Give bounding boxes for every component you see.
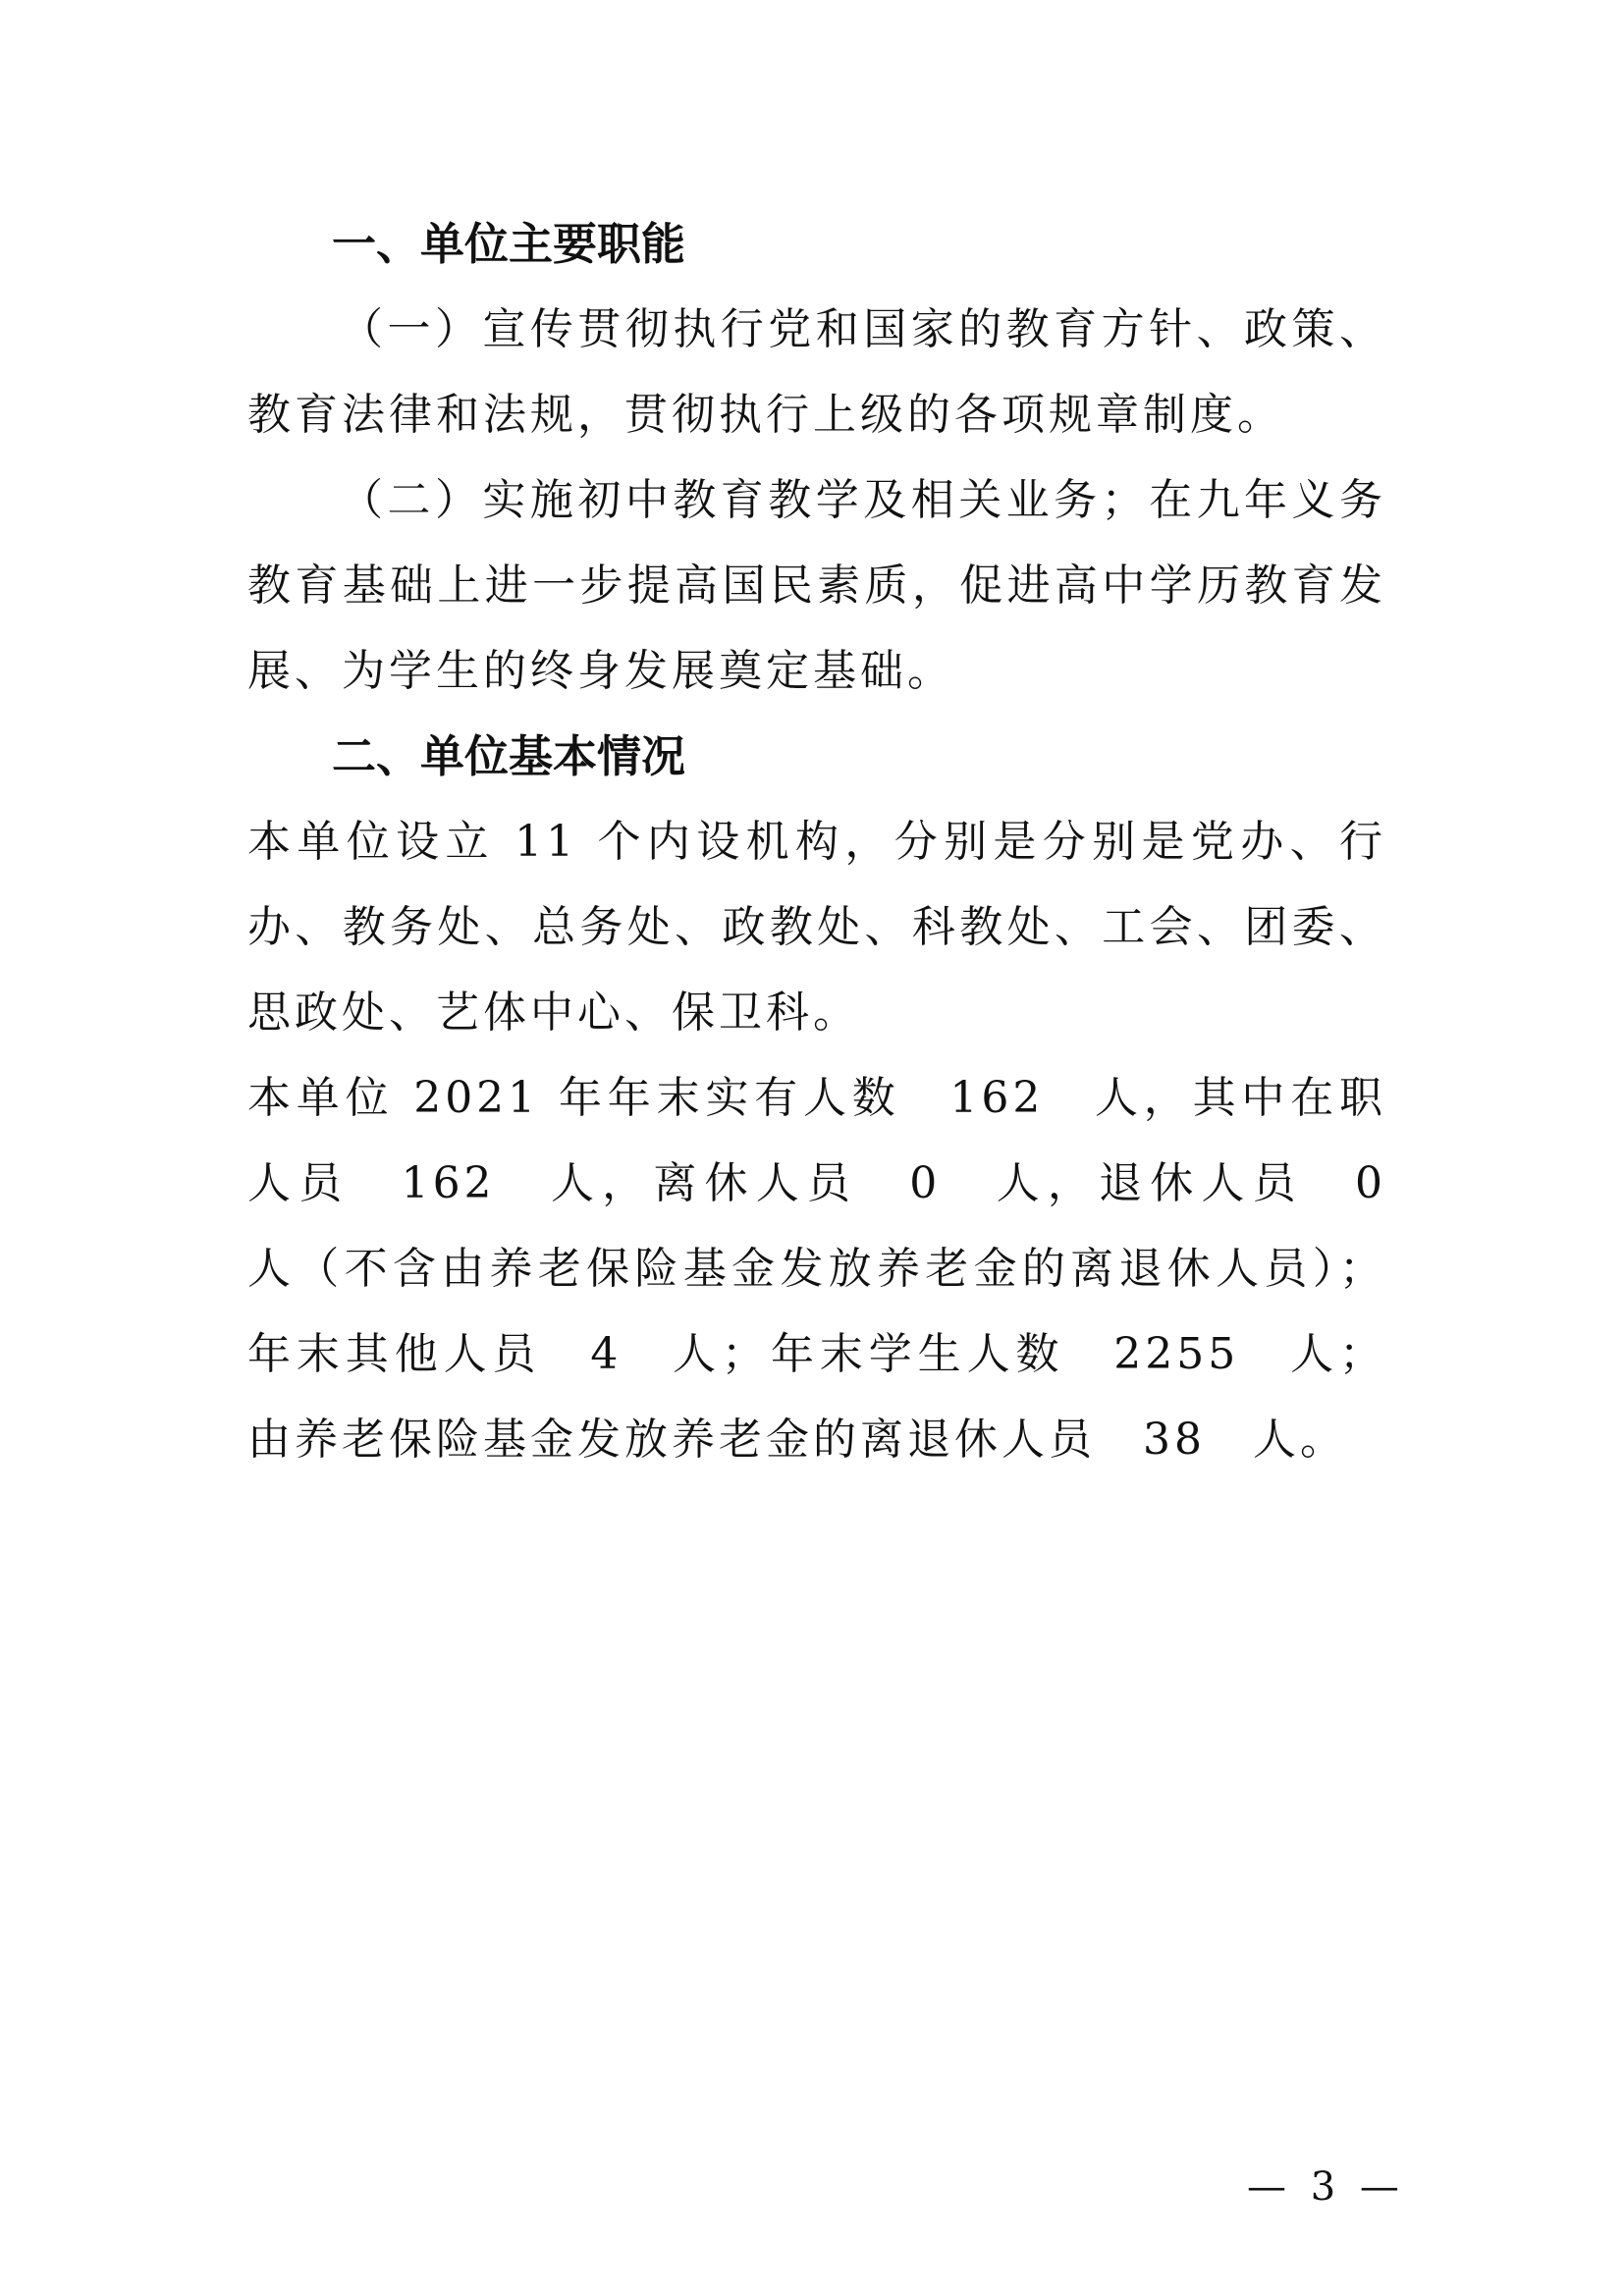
paragraph-staff-numbers: 本单位 2021 年年末实有人数 162 人，其中在职人员 162 人，离休人员 0 人，退休人员 0 人（不含由养老保险基金发放养老金的离退休人员）；年末其他人员 4 人；年末学生人数 2255 人；由养老保险基金发放养老金的离退休人员 38 人。	[247, 1073, 1434, 1465]
paragraph-function-2: （二）实施初中教育教学及相关业务；在九年义务教育基础上进一步提高国民素质，促进高中学历教育发展、为学生的终身发展奠定基础。	[247, 475, 1386, 696]
paragraph-departments: 本单位设立 11 个内设机构，分别是分别是党办、行办、教务处、总务处、政教处、科教处、工会、团委、思政处、艺体中心、保卫科。	[247, 817, 1386, 1038]
page-number: — 3 —	[1247, 2164, 1405, 2210]
section-heading-main-functions: 一、单位主要职能	[332, 218, 686, 270]
paragraph-function-1: （一）宣传贯彻执行党和国家的教育方针、政策、教育法律和法规，贯彻执行上级的各项规章制度。	[247, 304, 1386, 440]
section-heading-basic-info: 二、单位基本情况	[332, 730, 686, 782]
document-body	[247, 201, 1434, 1482]
